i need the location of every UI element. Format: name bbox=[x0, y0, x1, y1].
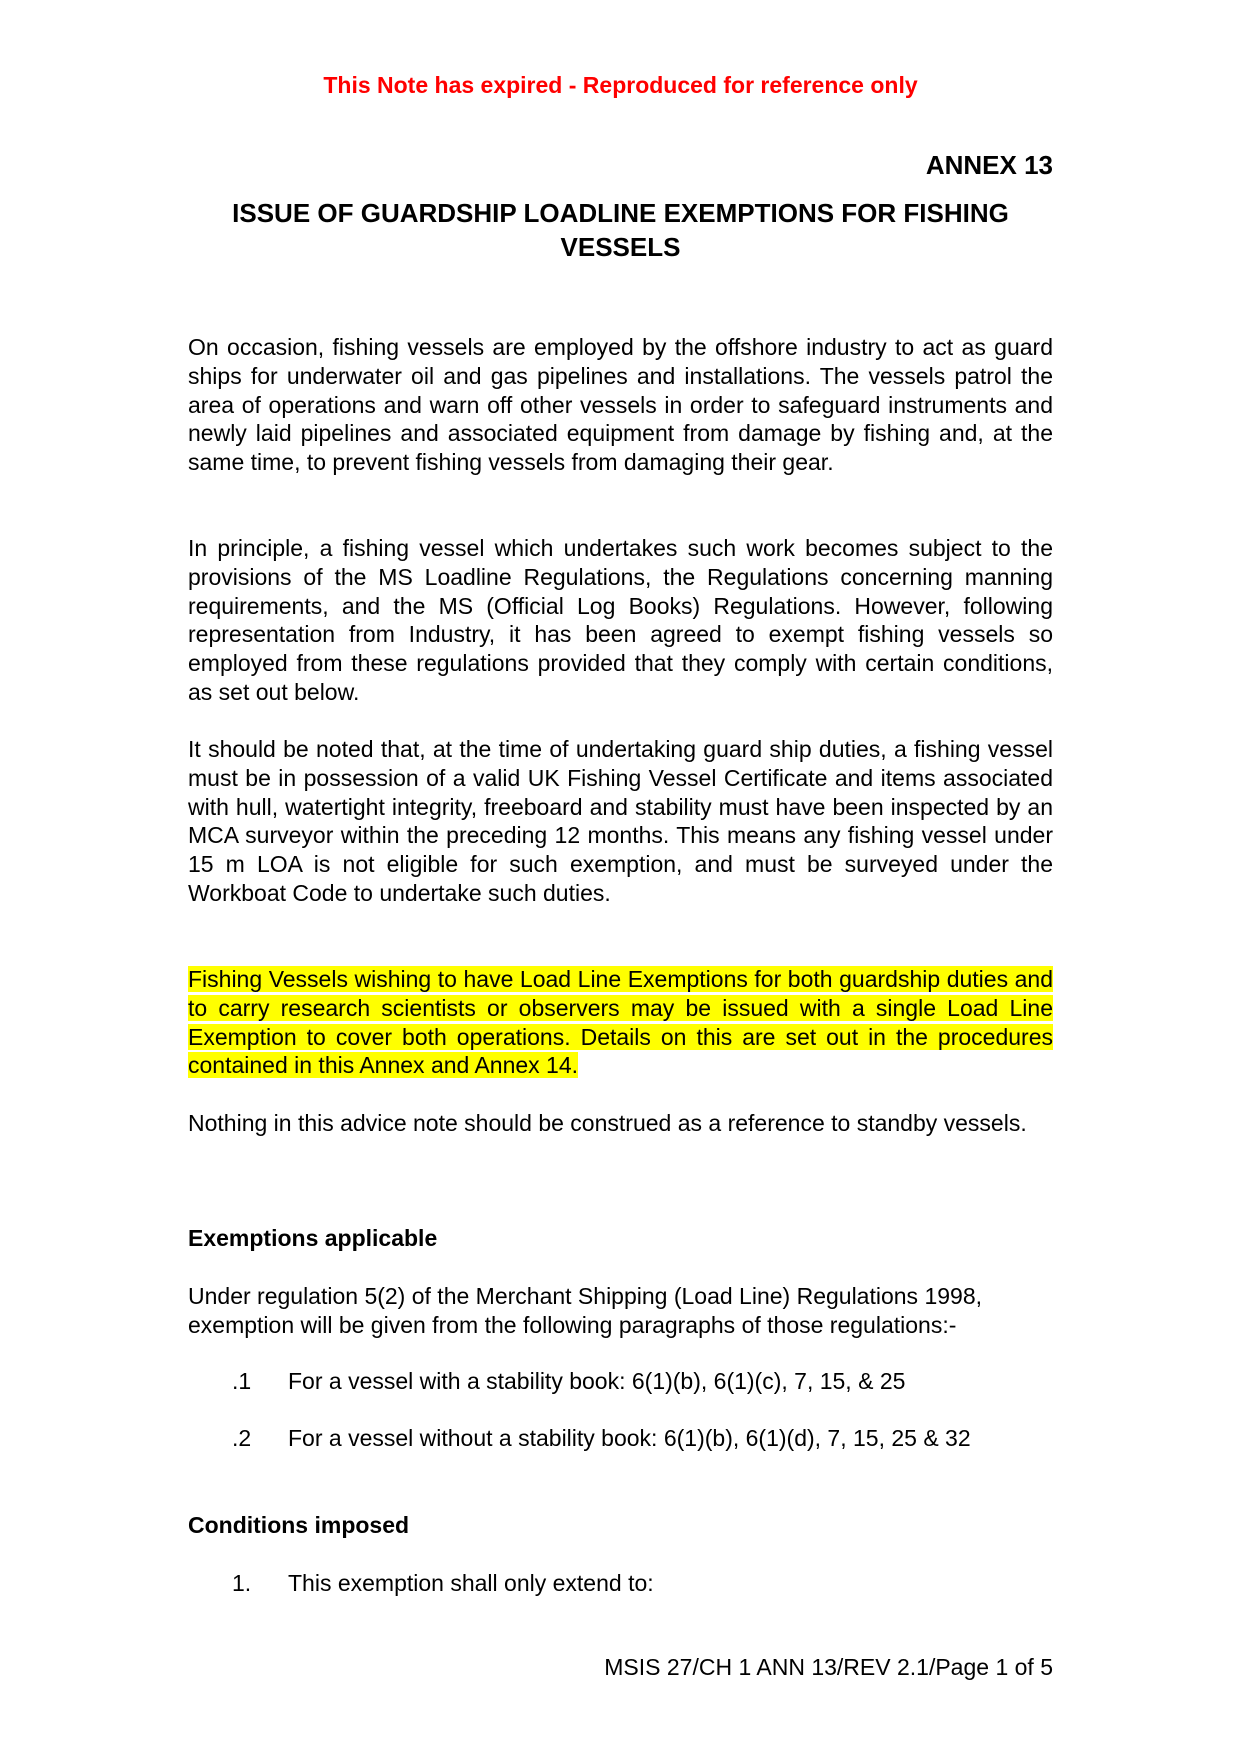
condition-item-text: This exemption shall only extend to: bbox=[288, 1570, 654, 1596]
exemption-item-number: .1 bbox=[232, 1368, 252, 1394]
conditions-heading: Conditions imposed bbox=[188, 1512, 410, 1538]
paragraph-highlighted bbox=[188, 965, 1053, 1080]
exemptions-intro: Under regulation 5(2) of the Merchant Shipping (Load Line) Regulations 1998, exemption will be given from the following paragraphs of those regulations:- bbox=[188, 1283, 983, 1338]
annex-label: ANNEX 13 bbox=[925, 150, 1053, 180]
paragraph-guard-ships: On occasion, fishing vessels are employed by the offshore industry to act as guard ships for underwater oil and gas pipelines and installations. The vessels patrol the area of operations and warn off other vessels in order to safeguard instruments and newly laid pipelines and associated equipment from damage by fishing and, at the same time, to prevent fishing vessels from damaging their gear. bbox=[188, 334, 1053, 476]
exemption-item-text: For a vessel without a stability book: 6(1)(b), 6(1)(d), 7, 15, 25 & 32 bbox=[288, 1425, 971, 1451]
exemptions-heading: Exemptions applicable bbox=[188, 1225, 438, 1251]
exemption-item-number: .2 bbox=[232, 1425, 252, 1451]
exemption-item-text: For a vessel with a stability book: 6(1)(b), 6(1)(c), 7, 15, & 25 bbox=[288, 1368, 906, 1394]
paragraph-principle: In principle, a fishing vessel which undertakes such work becomes subject to the provisions of the MS Loadline Regulations, the Regulations concerning manning requirements, and the MS (Official Log Books) Regulations. However, following representation from Industry, it has been agreed to exempt fishing vessels so employed from these regulations provided that they comply with certain conditions, as set out below. bbox=[188, 535, 1053, 705]
document-title: ISSUE OF GUARDSHIP LOADLINE EXEMPTIONS FOR FISHING VESSELS bbox=[232, 198, 1009, 262]
paragraph-certificate-note: It should be noted that, at the time of undertaking guard ship duties, a fishing vessel must be in possession of a valid UK Fishing Vessel Certificate and items associated with hull, watertight integrity, freeboard and stability must have been inspected by an MCA surveyor within the preceding 12 months. This means any fishing vessel under 15 m LOA is not eligible for such exemption, and must be surveyed under the Workboat Code to undertake such duties. bbox=[188, 736, 1053, 906]
paragraph-standby-note: Nothing in this advice note should be construed as a reference to standby vessels. bbox=[188, 1110, 1027, 1136]
condition-item-number: 1. bbox=[232, 1570, 252, 1596]
highlighted-text: Fishing Vessels wishing to have Load Line Exemptions for both guardship duties and to carry research scientists or observers may be issued with a single Load Line Exemption to cover both operations. Details on this are set out in the procedures contained in this Annex and Annex 14. bbox=[188, 966, 1053, 1079]
page-footer: MSIS 27/CH 1 ANN 13/REV 2.1/Page 1 of 5 bbox=[604, 1654, 1053, 1680]
expired-notice: This Note has expired - Reproduced for reference only bbox=[323, 72, 918, 98]
